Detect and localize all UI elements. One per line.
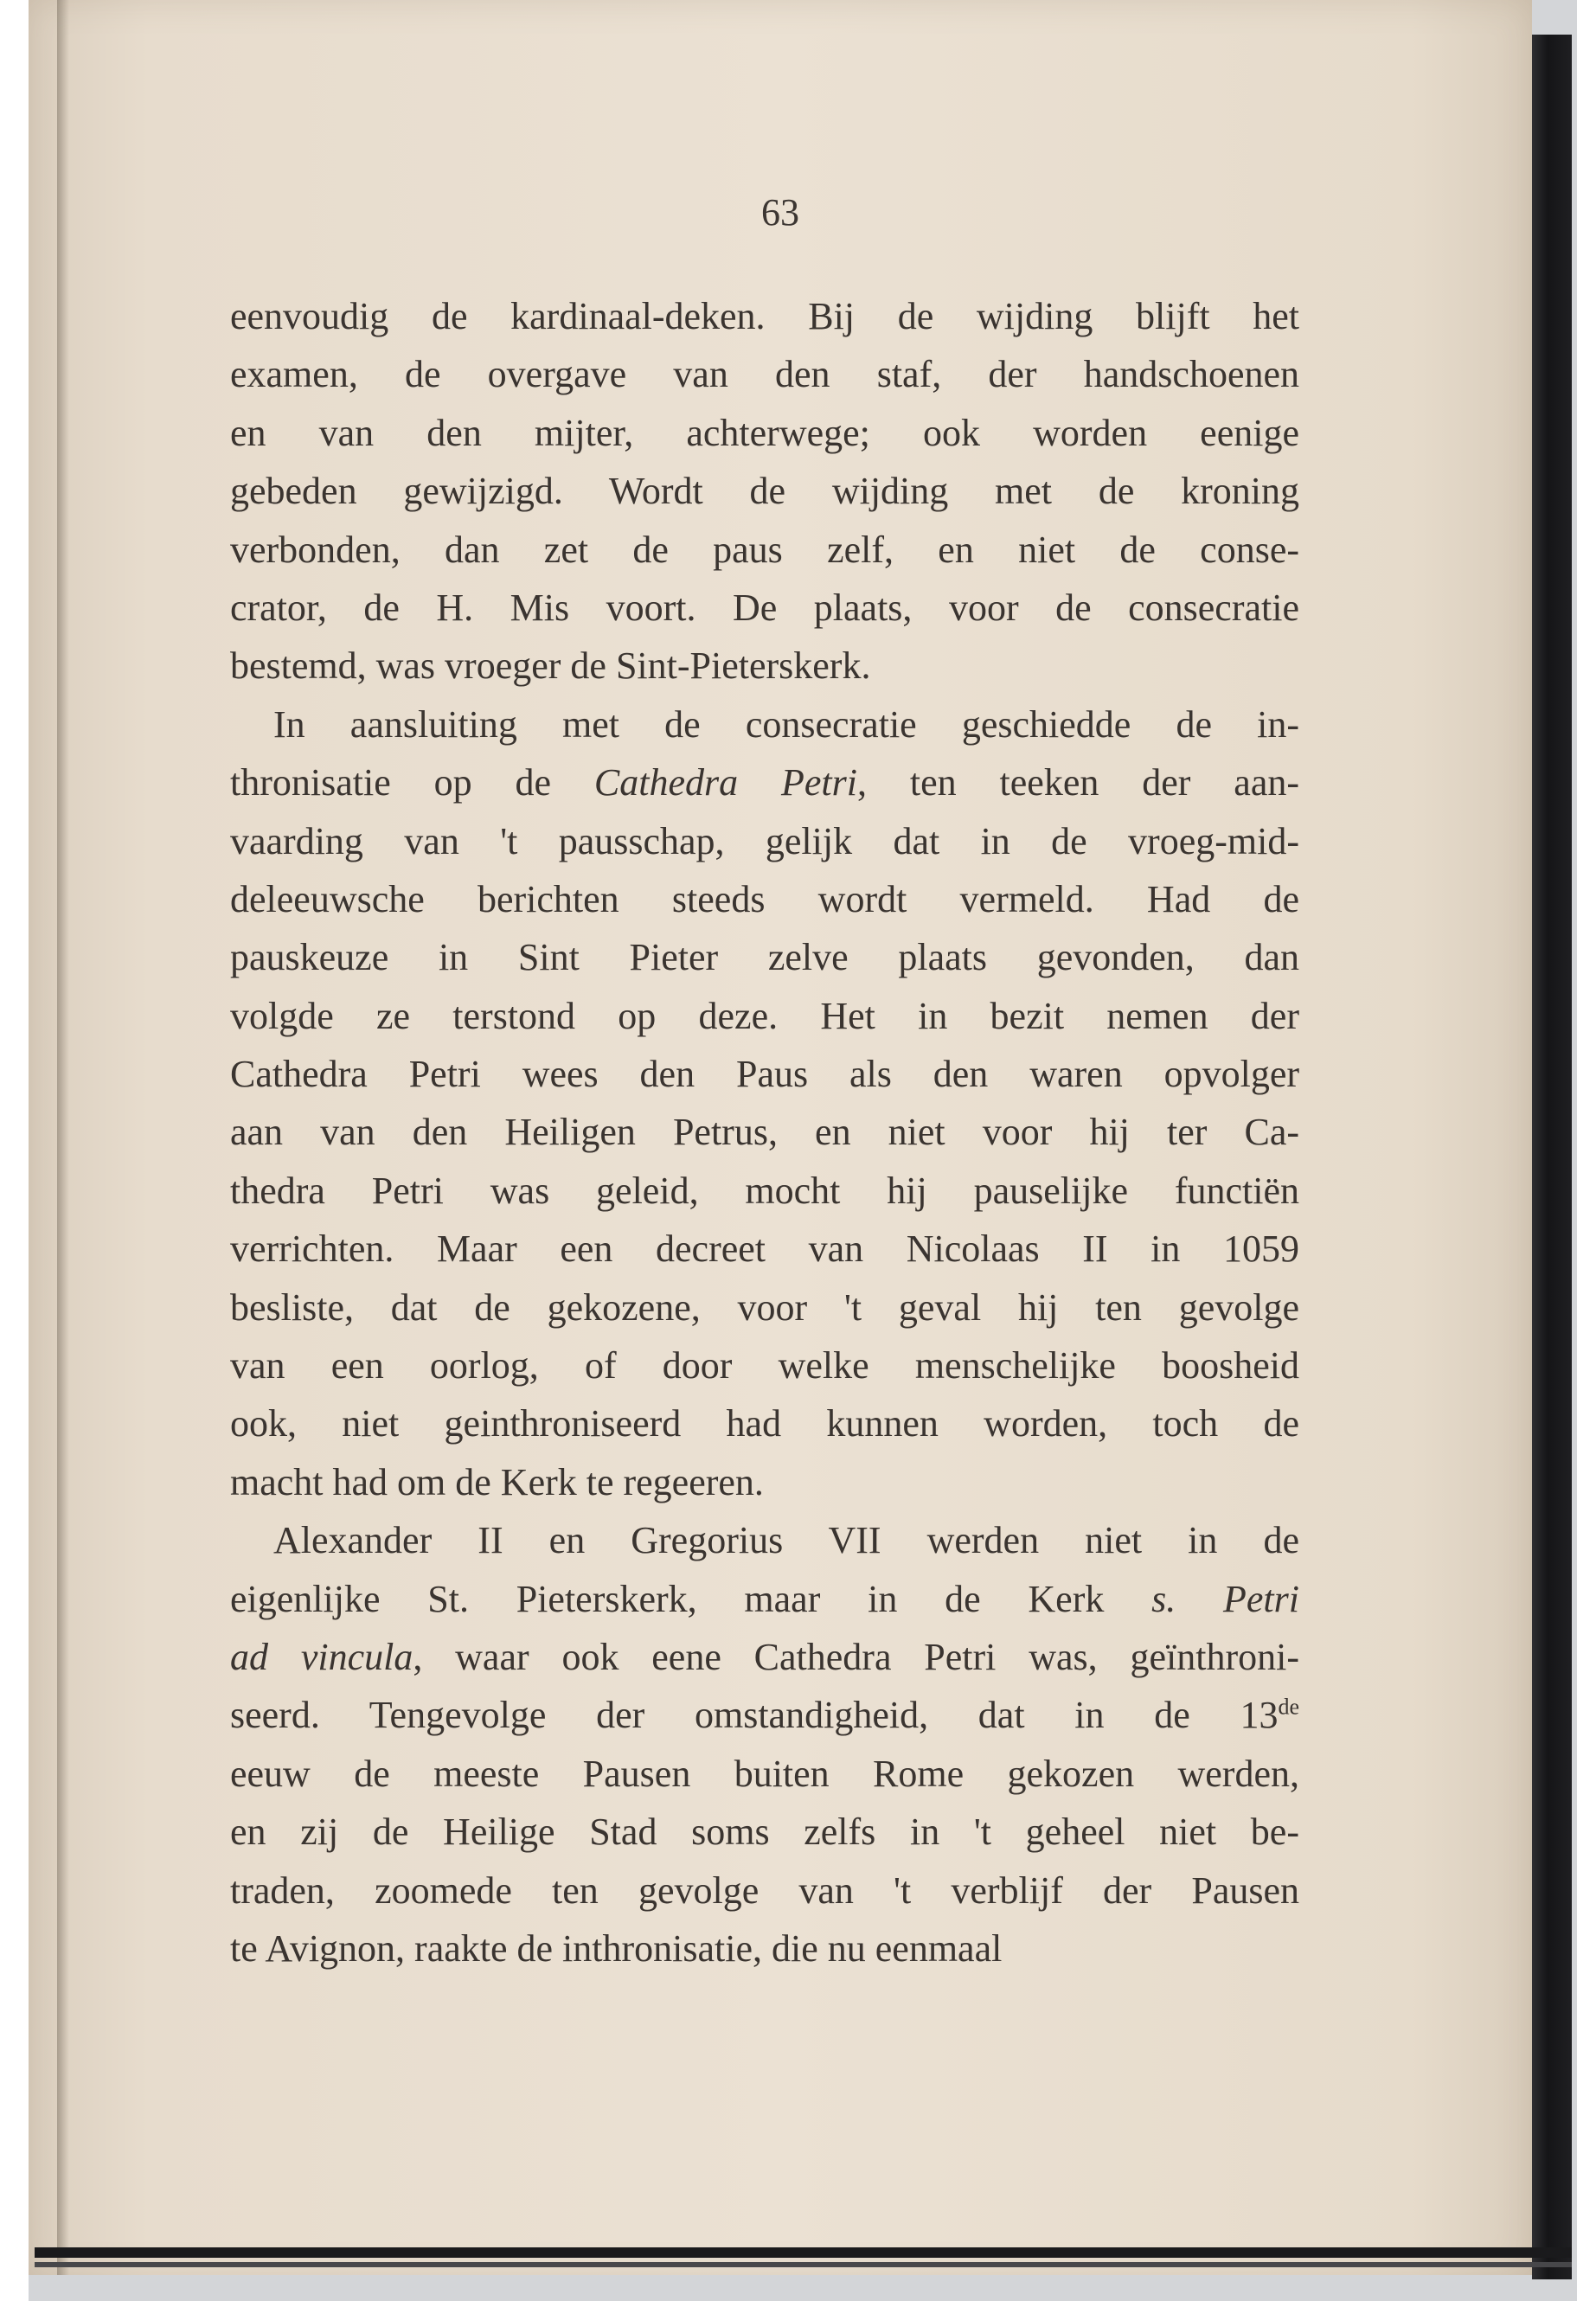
text-line: verbonden, dan zet de paus zelf, en niet de conse- bbox=[230, 528, 1299, 571]
text-line: ook, niet geinthroniseerd had kunnen worden, toch de bbox=[230, 1402, 1299, 1445]
text-line: besliste, dat de gekozene, voor 't geval hij ten gevolge bbox=[230, 1285, 1299, 1329]
italic-term: ad vincula bbox=[230, 1635, 413, 1678]
ordinal-superscript: de bbox=[1278, 1694, 1299, 1720]
text-line: ad vincula, waar ook eene Cathedra Petri was, geïnthroni- bbox=[230, 1635, 1299, 1678]
text-line: In aansluiting met de consecratie geschiedde de in- bbox=[273, 702, 1299, 746]
book-cover-edge-right bbox=[1532, 35, 1572, 2279]
book-cover-edge-bottom bbox=[35, 2247, 1572, 2258]
text-line: volgde ze terstond op deze. Het in bezit nemen der bbox=[230, 994, 1299, 1037]
text-line: vaarding van 't pausschap, gelijk dat in de vroeg-mid- bbox=[230, 819, 1299, 862]
text-line: Cathedra Petri wees den Paus als den waren opvolger bbox=[230, 1053, 1299, 1096]
book-cover-edge-bottom-inner bbox=[35, 2262, 1572, 2267]
text-line: Alexander II en Gregorius VII werden niet in de bbox=[273, 1519, 1299, 1562]
text-line: verrichten. Maar een decreet van Nicolaas II in 1059 bbox=[230, 1227, 1299, 1271]
text-line: pauskeuze in Sint Pieter zelve plaats gevonden, dan bbox=[230, 936, 1299, 979]
text-line: te Avignon, raakte de inthronisatie, die nu eenmaal bbox=[230, 1926, 1003, 1970]
text-line: eigenlijke St. Pieterskerk, maar in de Kerk s. Petri bbox=[230, 1577, 1299, 1620]
text-line: en zij de Heilige Stad soms zelfs in 't geheel niet be- bbox=[230, 1811, 1299, 1854]
book-page bbox=[29, 0, 1532, 2275]
body-text bbox=[230, 287, 1299, 1977]
text-line: gebeden gewijzigd. Wordt de wijding met de kroning bbox=[230, 470, 1299, 513]
text-line: eeuw de meeste Pausen buiten Rome gekozen werden, bbox=[230, 1752, 1299, 1795]
page-gutter-shadow bbox=[57, 0, 69, 2275]
text-line: eenvoudig de kardinaal-deken. Bij de wijding blijft het bbox=[230, 295, 1299, 337]
text-line: en van den mijter, achterwege; ook worden eenige bbox=[230, 411, 1299, 454]
page-number: 63 bbox=[761, 191, 799, 234]
text-line: examen, de overgave van den staf, der handschoenen bbox=[230, 353, 1299, 396]
text-line: thronisatie op de Cathedra Petri, ten teeken der aan- bbox=[230, 761, 1300, 804]
italic-term: s. Petri bbox=[1151, 1577, 1299, 1620]
text-line: macht had om de Kerk te regeeren. bbox=[230, 1460, 764, 1503]
text-line: seerd. Tengevolge der omstandigheid, dat in de 13de bbox=[230, 1694, 1299, 1737]
text-line: van een oorlog, of door welke menschelijke boosheid bbox=[230, 1344, 1299, 1388]
text-line: thedra Petri was geleid, mocht hij pauselijke functiën bbox=[230, 1169, 1299, 1212]
text-line: bestemd, was vroeger de Sint-Pieterskerk. bbox=[230, 644, 871, 688]
text-line: aan van den Heiligen Petrus, en niet voor hij ter Ca- bbox=[230, 1111, 1299, 1154]
text-line: deleeuwsche berichten steeds wordt vermeld. Had de bbox=[230, 877, 1299, 920]
italic-term: Cathedra Petri bbox=[593, 761, 858, 804]
text-line: crator, de H. Mis voort. De plaats, voor de consecratie bbox=[230, 586, 1299, 629]
text-line: traden, zoomede ten gevolge van 't verblijf der Pausen bbox=[230, 1868, 1299, 1912]
